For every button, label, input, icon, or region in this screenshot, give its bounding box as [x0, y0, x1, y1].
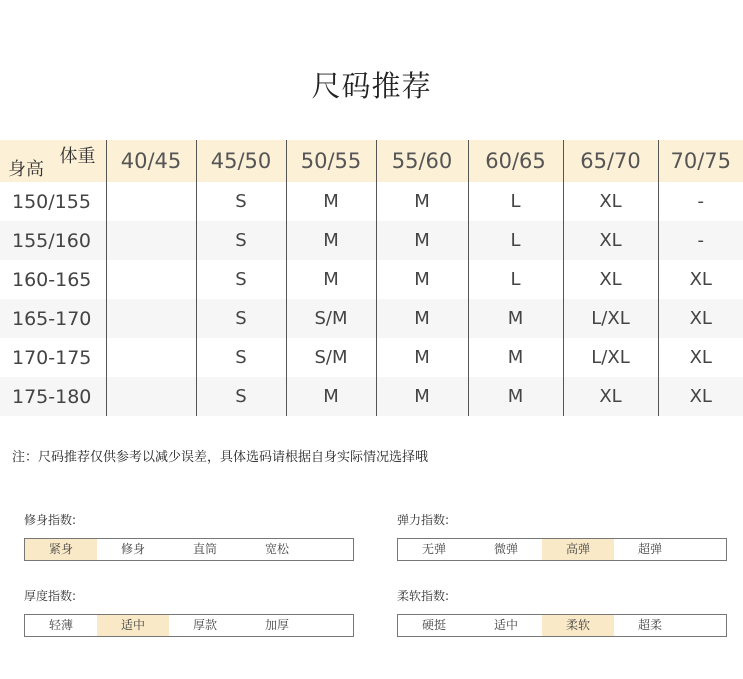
size-recommendation-table [0, 140, 743, 416]
size-cell: - [658, 182, 743, 221]
stretch-option: 微弹 [493, 542, 518, 556]
size-cell [106, 299, 196, 338]
size-cell: S [196, 260, 286, 299]
table-row [0, 299, 743, 338]
weight-header-cell: 60/65 [468, 140, 563, 182]
fit-option: 修身 [120, 542, 145, 556]
size-cell: S/M [286, 299, 376, 338]
size-cell: S [196, 377, 286, 416]
size-cell [106, 338, 196, 377]
weight-axis-label: 体重 [59, 146, 96, 167]
softness-option: 柔软 [542, 615, 614, 636]
table-corner-cell [0, 140, 106, 182]
thickness-index-scale [24, 614, 354, 637]
size-cell [106, 182, 196, 221]
table-row [0, 260, 743, 299]
size-cell: L [468, 260, 563, 299]
size-cell: L [468, 182, 563, 221]
size-cell [106, 377, 196, 416]
size-cell [106, 260, 196, 299]
thickness-index [24, 587, 354, 637]
size-cell: XL [563, 221, 658, 260]
size-cell: XL [658, 338, 743, 377]
size-note: 注：尺码推荐仅供参考以减少误差，具体选码请根据自身实际情况选择哦 [12, 450, 429, 465]
weight-header-cell: 45/50 [196, 140, 286, 182]
size-cell: - [658, 221, 743, 260]
size-cell: S [196, 299, 286, 338]
stretch-index-label: 弹力指数: [397, 513, 450, 527]
softness-index [397, 587, 727, 637]
height-cell: 150/155 [12, 190, 91, 213]
size-cell: XL [563, 260, 658, 299]
table-row [0, 377, 743, 416]
softness-option: 硬挺 [421, 618, 446, 632]
softness-index-label: 柔软指数: [397, 589, 450, 603]
size-cell: M [286, 260, 376, 299]
size-cell: M [376, 377, 468, 416]
size-cell: M [376, 221, 468, 260]
size-cell: L [468, 221, 563, 260]
size-cell: XL [658, 377, 743, 416]
weight-header-cell: 40/45 [106, 140, 196, 182]
height-cell: 160-165 [12, 268, 92, 291]
weight-header-cell: 50/55 [286, 140, 376, 182]
size-cell: XL [658, 260, 743, 299]
stretch-option: 超弹 [637, 542, 662, 556]
size-cell [106, 221, 196, 260]
size-cell: M [286, 182, 376, 221]
size-cell: M [286, 377, 376, 416]
fit-option: 紧身 [25, 539, 97, 560]
softness-option: 适中 [493, 618, 518, 632]
height-cell: 155/160 [0, 221, 106, 260]
thickness-option: 轻薄 [48, 618, 73, 632]
page-title: 尺码推荐 [311, 69, 432, 103]
size-cell: S/M [286, 338, 376, 377]
fit-option: 直筒 [192, 542, 217, 556]
size-cell: M [468, 377, 563, 416]
fit-index-label: 修身指数: [24, 513, 77, 527]
size-cell: XL [563, 182, 658, 221]
size-cell: M [376, 182, 468, 221]
height-cell: 170-175 [12, 346, 92, 369]
size-cell: XL [658, 299, 743, 338]
fit-index-scale [24, 538, 354, 561]
weight-header-cell: 55/60 [376, 140, 468, 182]
size-cell: M [468, 338, 563, 377]
size-cell: M [286, 221, 376, 260]
weight-header-cell: 70/75 [658, 140, 743, 182]
size-cell: M [468, 299, 563, 338]
size-cell: M [376, 260, 468, 299]
fit-index [24, 511, 354, 561]
size-cell: S [196, 338, 286, 377]
stretch-index [397, 511, 727, 561]
table-row [0, 182, 743, 221]
size-cell: L/XL [563, 338, 658, 377]
size-cell: S [196, 182, 286, 221]
table-row [0, 221, 743, 260]
table-row [0, 338, 743, 377]
weight-header-row [0, 140, 743, 182]
height-axis-label: 身高 [8, 159, 44, 180]
thickness-option: 适中 [97, 615, 169, 636]
size-cell: M [376, 338, 468, 377]
size-cell: L/XL [563, 299, 658, 338]
height-cell: 165-170 [0, 299, 106, 338]
size-cell: S [196, 221, 286, 260]
stretch-option: 无弹 [421, 542, 446, 556]
thickness-index-label: 厚度指数: [24, 589, 77, 603]
stretch-index-scale [397, 538, 727, 561]
softness-index-scale [397, 614, 727, 637]
stretch-option: 高弹 [542, 539, 614, 560]
thickness-option: 加厚 [264, 618, 289, 632]
size-cell: M [376, 299, 468, 338]
height-cell: 175-180 [0, 377, 106, 416]
size-cell: XL [563, 377, 658, 416]
weight-header-cell: 65/70 [563, 140, 658, 182]
fit-option: 宽松 [264, 542, 289, 556]
softness-option: 超柔 [637, 618, 662, 632]
thickness-option: 厚款 [192, 618, 217, 632]
